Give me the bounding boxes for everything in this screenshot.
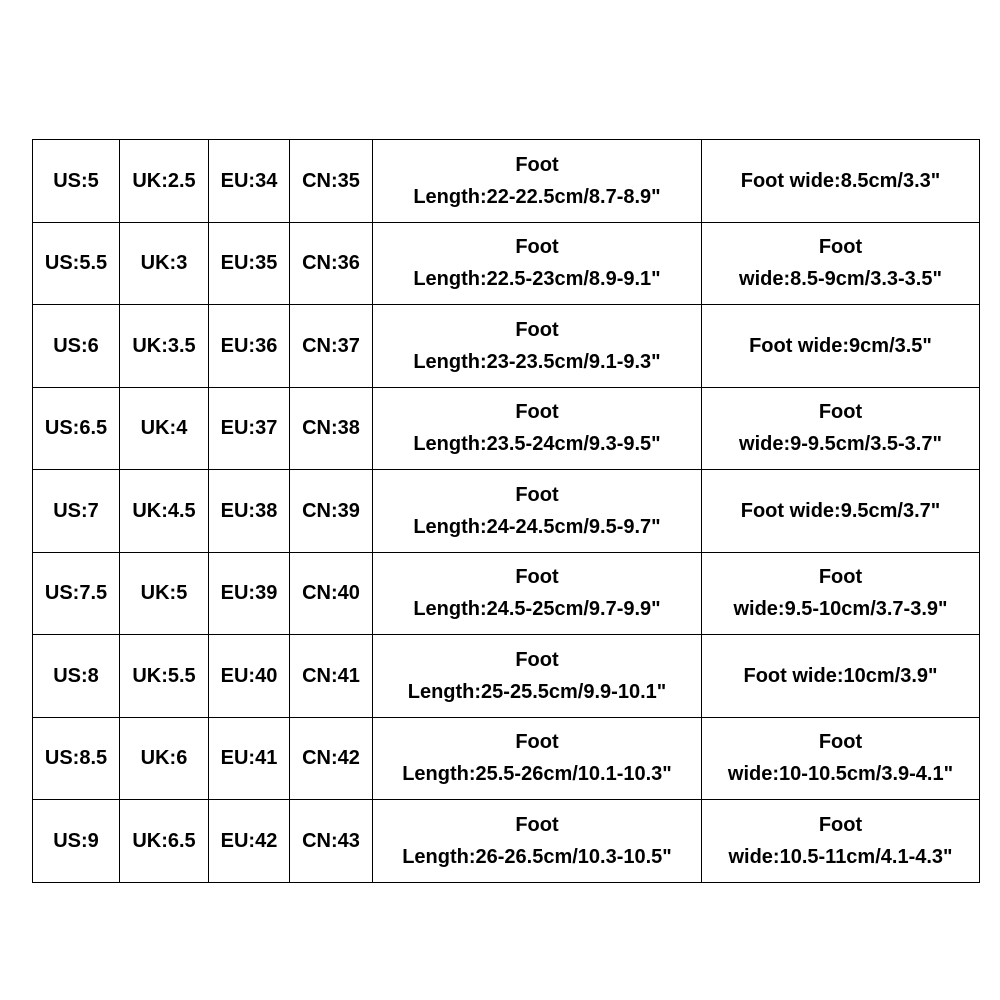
size-chart-body bbox=[33, 140, 980, 883]
table-row bbox=[33, 635, 980, 718]
uk-size-cell: UK:6 bbox=[120, 717, 209, 800]
foot-width-cell bbox=[702, 717, 980, 800]
foot-length-cell-line: Length:22.5-23cm/8.9-9.1" bbox=[413, 268, 661, 291]
eu-size-cell: EU:37 bbox=[209, 387, 290, 470]
cn-size-cell: CN:40 bbox=[290, 552, 373, 635]
foot-length-cell bbox=[373, 717, 702, 800]
foot-width-cell-line: Foot bbox=[818, 401, 863, 424]
us-size-cell: US:9 bbox=[33, 800, 120, 883]
foot-length-cell bbox=[373, 305, 702, 388]
foot-length-cell-line: Foot bbox=[515, 153, 559, 176]
us-size-cell: US:7 bbox=[33, 470, 120, 553]
foot-width-cell-line: Foot bbox=[818, 566, 863, 589]
eu-size-cell: EU:38 bbox=[209, 470, 290, 553]
cn-size-cell: CN:37 bbox=[290, 305, 373, 388]
foot-length-cell-line: Foot bbox=[515, 648, 559, 671]
eu-size-cell: EU:40 bbox=[209, 635, 290, 718]
table-row bbox=[33, 717, 980, 800]
foot-length-cell bbox=[373, 470, 702, 553]
foot-length-cell-line: Foot bbox=[515, 483, 559, 506]
foot-width-cell-line: Foot wide:8.5cm/3.3" bbox=[740, 169, 941, 192]
foot-length-cell-line: Length:25-25.5cm/9.9-10.1" bbox=[407, 680, 667, 703]
foot-width-cell-line: Foot bbox=[818, 731, 863, 754]
foot-width-cell-line: wide:9-9.5cm/3.5-3.7" bbox=[739, 433, 942, 456]
foot-width-cell bbox=[702, 305, 980, 388]
uk-size-cell: UK:2.5 bbox=[120, 140, 209, 223]
cn-size-cell: CN:38 bbox=[290, 387, 373, 470]
foot-width-cell bbox=[702, 140, 980, 223]
us-size-cell: US:5 bbox=[33, 140, 120, 223]
cn-size-cell: CN:36 bbox=[290, 222, 373, 305]
foot-length-cell-line: Length:23-23.5cm/9.1-9.3" bbox=[413, 350, 661, 373]
foot-length-cell bbox=[373, 222, 702, 305]
table-row bbox=[33, 387, 980, 470]
foot-width-cell-line: Foot wide:9.5cm/3.7" bbox=[740, 499, 941, 522]
foot-width-cell-line: Foot bbox=[818, 813, 863, 836]
cn-size-cell: CN:41 bbox=[290, 635, 373, 718]
us-size-cell: US:6.5 bbox=[33, 387, 120, 470]
foot-length-cell bbox=[373, 800, 702, 883]
us-size-cell: US:8 bbox=[33, 635, 120, 718]
uk-size-cell: UK:5 bbox=[120, 552, 209, 635]
table-row bbox=[33, 800, 980, 883]
uk-size-cell: UK:4.5 bbox=[120, 470, 209, 553]
cn-size-cell: CN:43 bbox=[290, 800, 373, 883]
foot-length-cell-line: Length:25.5-26cm/10.1-10.3" bbox=[402, 763, 672, 786]
foot-length-cell-line: Length:24-24.5cm/9.5-9.7" bbox=[413, 515, 661, 538]
foot-width-cell-line: wide:9.5-10cm/3.7-3.9" bbox=[733, 598, 948, 621]
uk-size-cell: UK:5.5 bbox=[120, 635, 209, 718]
foot-width-cell bbox=[702, 552, 980, 635]
eu-size-cell: EU:39 bbox=[209, 552, 290, 635]
foot-width-cell bbox=[702, 222, 980, 305]
foot-length-cell-line: Length:24.5-25cm/9.7-9.9" bbox=[413, 598, 661, 621]
us-size-cell: US:7.5 bbox=[33, 552, 120, 635]
foot-length-cell-line: Foot bbox=[515, 318, 559, 341]
us-size-cell: US:6 bbox=[33, 305, 120, 388]
foot-length-cell-line: Length:26-26.5cm/10.3-10.5" bbox=[402, 845, 672, 868]
table-row bbox=[33, 305, 980, 388]
uk-size-cell: UK:6.5 bbox=[120, 800, 209, 883]
table-row bbox=[33, 140, 980, 223]
table-row bbox=[33, 552, 980, 635]
cn-size-cell: CN:35 bbox=[290, 140, 373, 223]
table-row bbox=[33, 470, 980, 553]
cn-size-cell: CN:42 bbox=[290, 717, 373, 800]
eu-size-cell: EU:41 bbox=[209, 717, 290, 800]
foot-width-cell bbox=[702, 387, 980, 470]
foot-length-cell bbox=[373, 387, 702, 470]
foot-width-cell-line: Foot wide:9cm/3.5" bbox=[749, 334, 932, 357]
foot-width-cell bbox=[702, 800, 980, 883]
foot-length-cell-line: Length:22-22.5cm/8.7-8.9" bbox=[413, 185, 661, 208]
us-size-cell: US:5.5 bbox=[33, 222, 120, 305]
us-size-cell: US:8.5 bbox=[33, 717, 120, 800]
uk-size-cell: UK:3 bbox=[120, 222, 209, 305]
uk-size-cell: UK:4 bbox=[120, 387, 209, 470]
foot-width-cell-line: Foot wide:10cm/3.9" bbox=[743, 664, 938, 687]
foot-length-cell-line: Length:23.5-24cm/9.3-9.5" bbox=[413, 433, 661, 456]
foot-length-cell bbox=[373, 552, 702, 635]
foot-width-cell-line: Foot bbox=[818, 236, 863, 259]
size-chart-table bbox=[32, 139, 980, 883]
foot-length-cell bbox=[373, 635, 702, 718]
table-row bbox=[33, 222, 980, 305]
uk-size-cell: UK:3.5 bbox=[120, 305, 209, 388]
foot-width-cell-line: wide:10-10.5cm/3.9-4.1" bbox=[727, 763, 954, 786]
foot-width-cell-line: wide:10.5-11cm/4.1-4.3" bbox=[728, 845, 953, 868]
foot-length-cell-line: Foot bbox=[515, 566, 559, 589]
foot-length-cell-line: Foot bbox=[515, 731, 559, 754]
eu-size-cell: EU:42 bbox=[209, 800, 290, 883]
foot-width-cell bbox=[702, 635, 980, 718]
foot-length-cell bbox=[373, 140, 702, 223]
foot-width-cell bbox=[702, 470, 980, 553]
foot-length-cell-line: Foot bbox=[515, 813, 559, 836]
eu-size-cell: EU:34 bbox=[209, 140, 290, 223]
foot-width-cell-line: wide:8.5-9cm/3.3-3.5" bbox=[739, 268, 942, 291]
cn-size-cell: CN:39 bbox=[290, 470, 373, 553]
foot-length-cell-line: Foot bbox=[515, 236, 559, 259]
eu-size-cell: EU:36 bbox=[209, 305, 290, 388]
foot-length-cell-line: Foot bbox=[515, 401, 559, 424]
eu-size-cell: EU:35 bbox=[209, 222, 290, 305]
